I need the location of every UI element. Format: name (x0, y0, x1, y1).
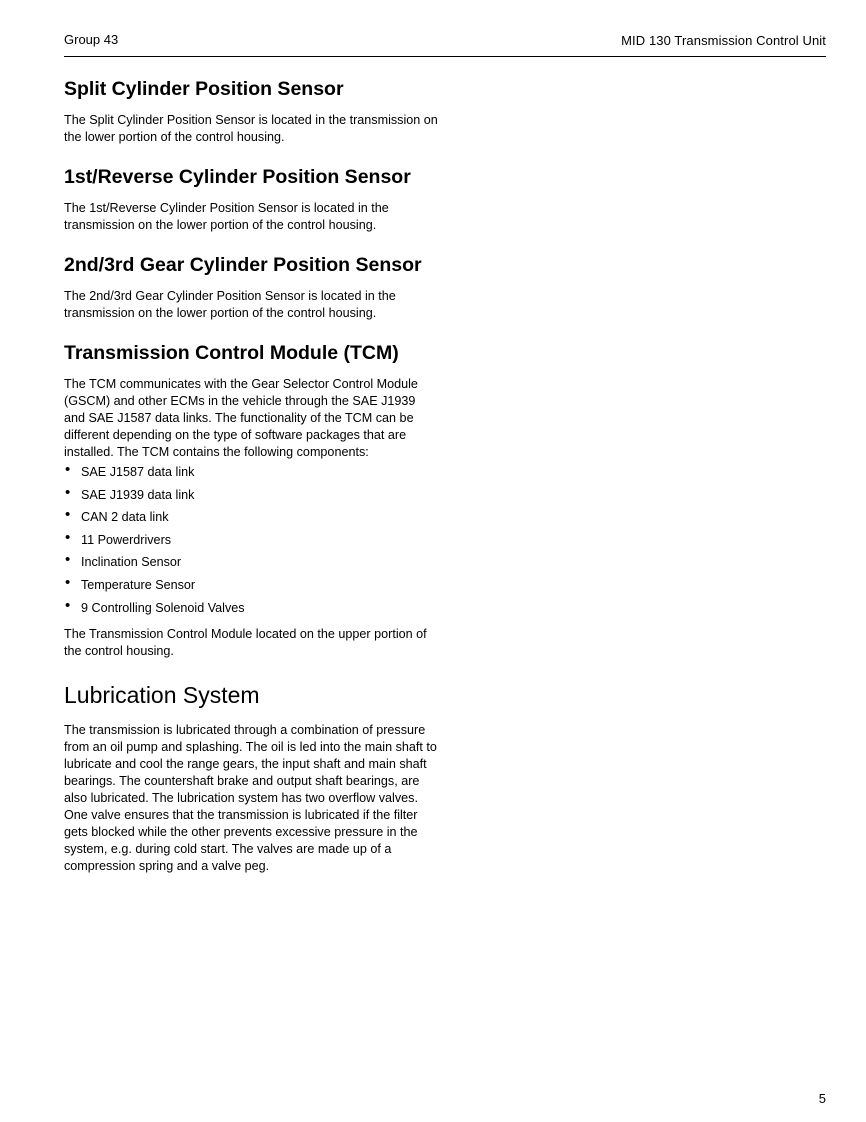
list-item (64, 461, 439, 487)
section-lubrication-system (64, 680, 439, 875)
lubrication-body-text: The transmission is lubricated through a combination of pressure from an oil pump and splashing. The oil is led into the main shaft to lubricate and cool the range gears, the input shaft and main shaft bearings. The countershaft brake and output shaft bearings, are also lubricated. The lubrication system has two overflow valves. One valve ensures that the transmission is lubricated if the filter gets blocked while the other prevents excessive pressure in the system, e.g. during cold start. The valves are made up of a compression spring and a valve peg. (64, 723, 437, 874)
bullet-icon: • (65, 596, 71, 614)
header-group-label: Group 43 (64, 32, 119, 47)
section-body-text: The 2nd/3rd Gear Cylinder Position Sensor is located in the transmission on the lower portion of the control housing. (64, 289, 396, 320)
section-1st-reverse-cylinder-sensor (64, 164, 439, 234)
header-document-title: MID 130 Transmission Control Unit (621, 33, 826, 48)
bullet-icon: • (65, 461, 71, 478)
page-number: 5 (818, 1091, 826, 1106)
list-item-text: 9 Controlling Solenoid Valves (81, 600, 245, 615)
bullet-icon: • (65, 483, 71, 501)
section-tcm (64, 340, 439, 660)
list-item-text: Temperature Sensor (81, 577, 196, 592)
tcm-outro-text: The Transmission Control Module located on the upper portion of the control housing. (64, 627, 427, 659)
section-2nd-3rd-gear-cylinder-sensor (64, 252, 439, 322)
section-body-text: The 1st/Reverse Cylinder Position Sensor is located in the transmission on the lower portion of the control housing. (64, 201, 389, 232)
list-item (64, 506, 439, 532)
section-heading: 2nd/3rd Gear Cylinder Position Sensor (64, 254, 422, 276)
page-header (64, 30, 826, 57)
section-heading: Transmission Control Module (TCM) (64, 342, 399, 364)
list-item (64, 483, 439, 510)
list-item-text: Inclination Sensor (81, 555, 182, 570)
list-item (64, 573, 439, 600)
bullet-icon: • (65, 551, 71, 569)
section-body-text: The Split Cylinder Position Sensor is located in the transmission on the lower portion of the control housing. (64, 113, 438, 144)
list-item-text: SAE J1587 data link (81, 465, 195, 479)
section-heading: 1st/Reverse Cylinder Position Sensor (64, 166, 411, 188)
list-item (64, 596, 439, 623)
list-item-text: CAN 2 data link (81, 510, 169, 525)
list-item (64, 528, 439, 555)
tcm-components-list (64, 461, 439, 622)
major-heading: Lubrication System (64, 682, 260, 709)
section-split-cylinder-sensor (64, 76, 439, 146)
bullet-icon: • (65, 573, 71, 591)
page-content (64, 76, 439, 893)
list-item-text: 11 Powerdrivers (81, 532, 172, 547)
bullet-icon: • (65, 528, 71, 546)
section-heading: Split Cylinder Position Sensor (64, 78, 344, 100)
bullet-icon: • (65, 506, 71, 524)
list-item-text: SAE J1939 data link (81, 487, 195, 502)
list-item (64, 551, 439, 577)
tcm-intro-text: The TCM communicates with the Gear Selector Control Module (GSCM) and other ECMs in the vehicle through the SAE J1939 and SAE J1587 data links. The functionality of the TCM can be different depending on the type of software packages that are installed. The TCM contains the following components: (64, 377, 418, 459)
